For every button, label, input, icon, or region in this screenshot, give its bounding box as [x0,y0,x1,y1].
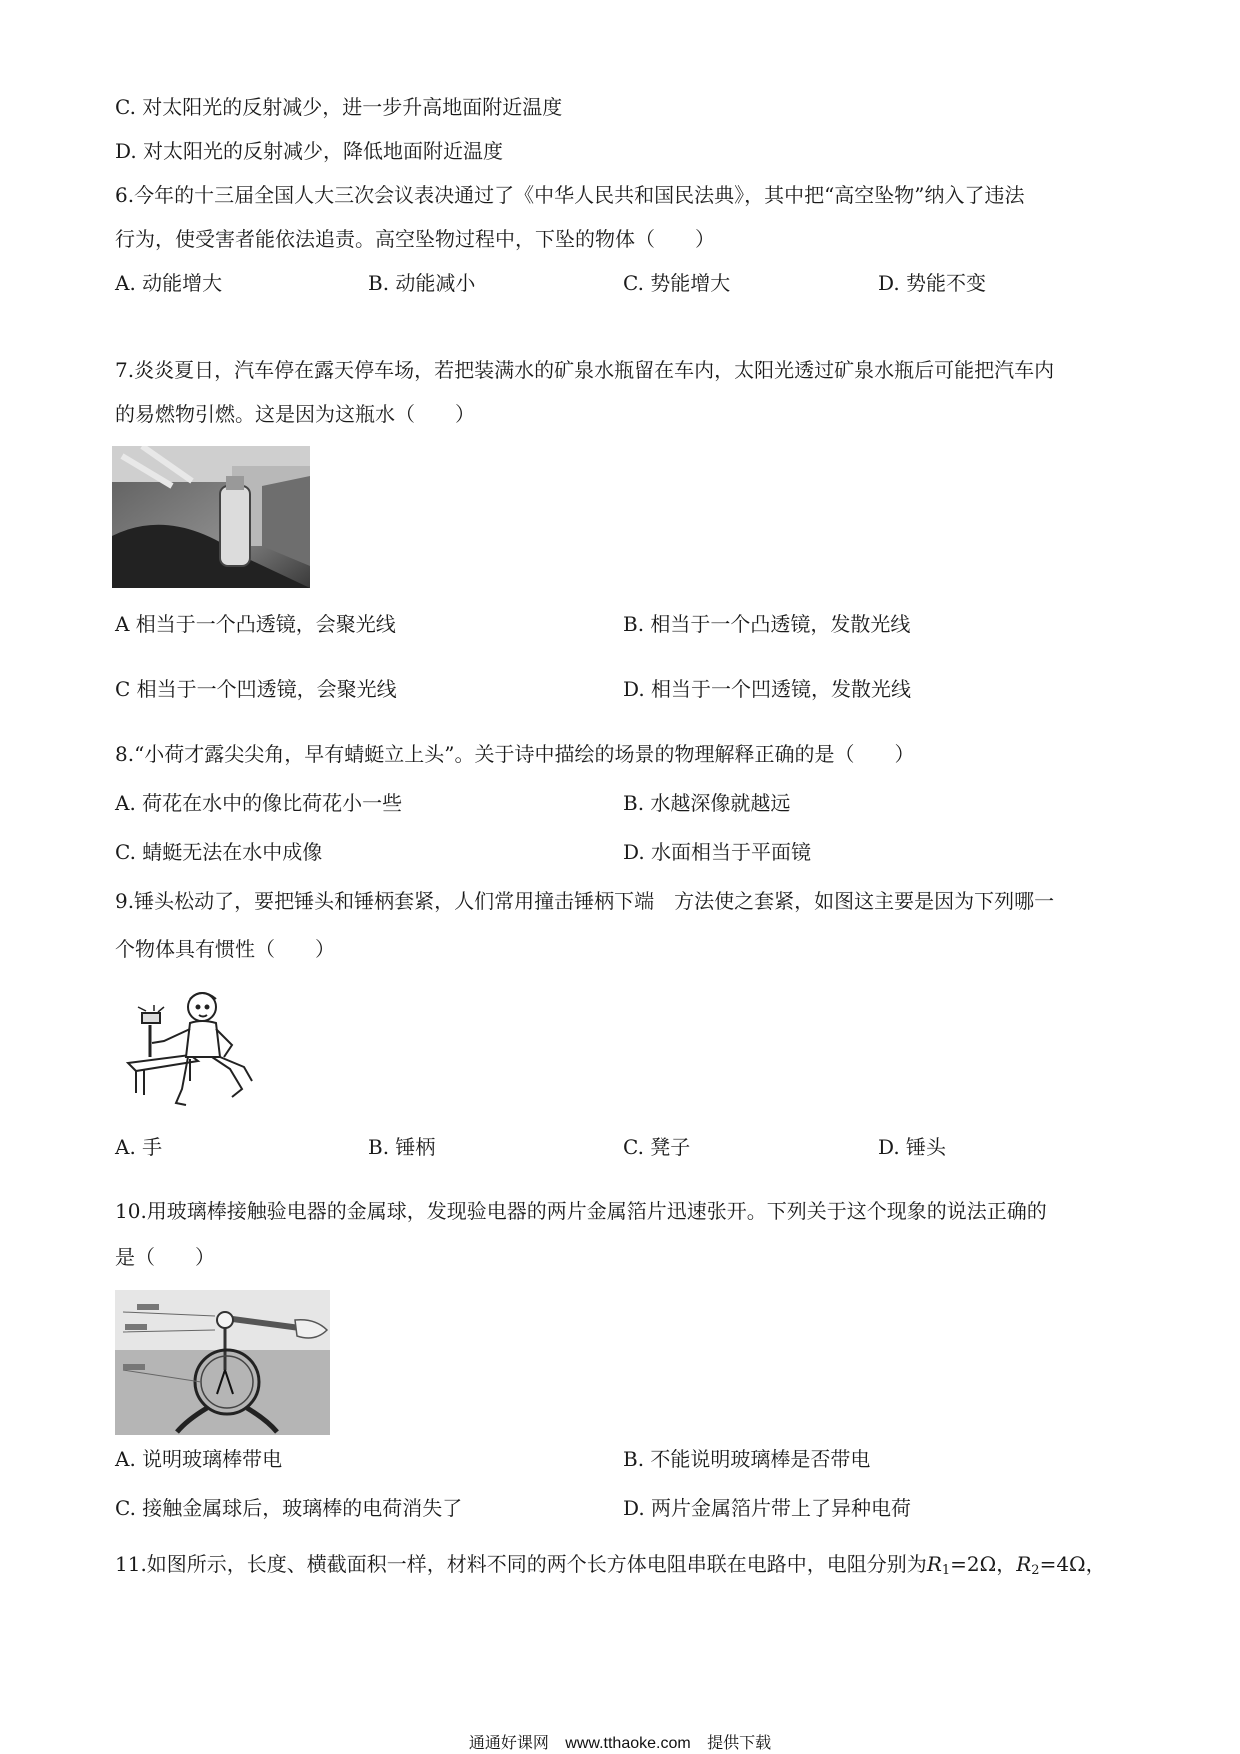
footer-url[interactable]: www.tthaoke.com [565,1735,691,1752]
q11-r2-symbol: R [1016,1552,1032,1576]
q7-water-bottle-in-car-photo [112,446,310,588]
q7-option-c: C 相当于一个凹透镜，会聚光线 [115,677,397,701]
q8-stem-line1: 8.“小荷才露尖尖角，早有蜻蜓立上头”。关于诗中描绘的场景的物理解释正确的是（ ） [115,742,915,766]
q9-option-d: D. 锤头 [878,1135,947,1159]
q6-option-d: D. 势能不变 [878,271,987,295]
q11-r2-subscript: 2 [1031,1563,1040,1578]
q11-r1-symbol: R [926,1552,942,1576]
q10-option-c: C. 接触金属球后，玻璃棒的电荷消失了 [115,1496,463,1520]
page-footer [0,1730,1240,1753]
q7-option-d: D. 相当于一个凹透镜，发散光线 [623,677,912,701]
q6-option-b: B. 动能减小 [368,271,476,295]
q10-option-a: A. 说明玻璃棒带电 [115,1447,283,1471]
q9-option-b: B. 锤柄 [368,1135,436,1159]
q10-option-b: B. 不能说明玻璃棒是否带电 [623,1447,871,1471]
footer-note: 提供下载 [707,1735,772,1752]
q6-option-c: C. 势能增大 [623,271,731,295]
q5-option-d: D. 对太阳光的反射减少，降低地面附近温度 [115,139,504,163]
q6-option-a: A. 动能增大 [115,271,223,295]
q7-option-b: B. 相当于一个凸透镜，发散光线 [623,612,911,636]
q11-r2-value: =4Ω， [1039,1552,1106,1576]
q9-option-a: A. 手 [115,1135,163,1159]
q10-option-d: D. 两片金属箔片带上了异种电荷 [623,1496,912,1520]
q8-option-a: A. 荷花在水中的像比荷花小一些 [115,791,403,815]
q11-r1-subscript: 1 [941,1563,951,1578]
q11-stem-line1 [115,1550,1106,1585]
footer-site-name: 通通好课网 [468,1735,549,1752]
q8-option-b: B. 水越深像就越远 [623,791,791,815]
q11-stem-text: 11.如图所示，长度、横截面积一样，材料不同的两个长方体电阻串联在电路中，电阻分别为 [115,1552,927,1576]
q9-stem-line2: 个物体具有惯性（ ） [115,937,335,961]
q10-stem-line1: 10.用玻璃棒接触验电器的金属球，发现验电器的两片金属箔片迅速张开。下列关于这个现象的说法正确的 [115,1199,1047,1223]
q7-stem-line2: 的易燃物引燃。这是因为这瓶水（ ） [115,402,475,426]
q6-stem-line1: 6.今年的十三届全国人大三次会议表决通过了《中华人民共和国民法典》，其中把“高空坠物”纳入了违法 [115,183,1025,207]
q7-option-a: A 相当于一个凸透镜，会聚光线 [115,612,396,636]
q7-stem-line1: 7.炎炎夏日，汽车停在露天停车场，若把装满水的矿泉水瓶留在车内，太阳光透过矿泉水瓶后可能把汽车内 [115,358,1055,382]
q8-option-c: C. 蜻蜓无法在水中成像 [115,840,323,864]
q9-hammer-boy-illustration [120,985,260,1120]
q8-option-d: D. 水面相当于平面镜 [623,840,812,864]
q5-option-c: C. 对太阳光的反射减少，进一步升高地面附近温度 [115,95,563,119]
q10-stem-line2: 是（ ） [115,1245,215,1269]
q9-option-c: C. 凳子 [623,1135,691,1159]
q10-electroscope-photo [115,1290,330,1435]
q6-stem-line2: 行为，使受害者能依法追责。高空坠物过程中，下坠的物体（ ） [115,227,715,251]
q9-stem-line1: 9.锤头松动了，要把锤头和锤柄套紧，人们常用撞击锤柄下端 方法使之套紧，如图这主要是因为下列哪一 [115,889,1055,913]
q11-r1-value: =2Ω， [950,1552,1017,1576]
